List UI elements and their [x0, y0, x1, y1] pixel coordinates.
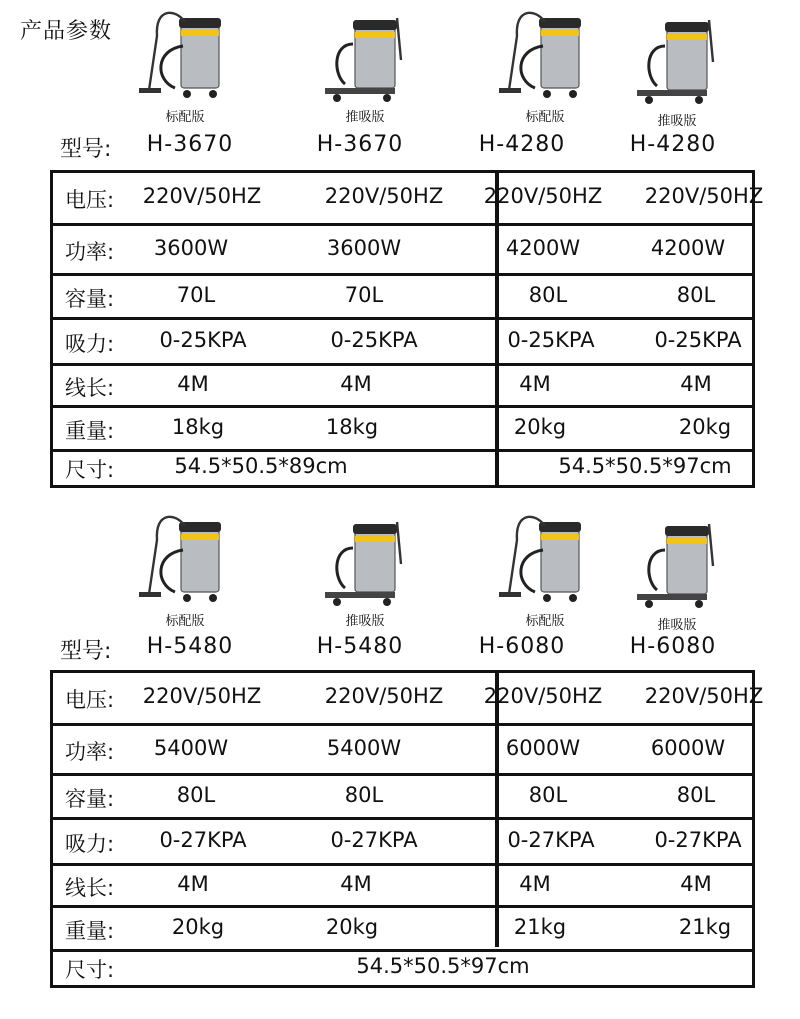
spec-value: 4M	[519, 372, 551, 396]
spec-value: 220V/50HZ	[324, 184, 444, 208]
model-number: H-4280	[629, 132, 717, 157]
spec-value: 20kg	[325, 915, 379, 939]
spec-value: 80L	[676, 783, 716, 807]
spec-row-cable-length	[53, 866, 752, 908]
spec-value: 4M	[340, 372, 372, 396]
product-4	[622, 12, 732, 130]
spec-row-power	[53, 726, 752, 776]
spec-row-voltage	[53, 173, 764, 226]
spec-value: 5400W	[326, 736, 402, 760]
spec-value: 0-27KPA	[507, 828, 595, 852]
spec-value: 220V/50HZ	[483, 184, 603, 208]
spec-label: 尺寸:	[65, 958, 115, 982]
spec-value: 80L	[528, 783, 568, 807]
spec-value: 4M	[177, 872, 209, 896]
vacuum-cleaner-push-icon	[627, 12, 727, 110]
model-number: H-5480	[316, 634, 404, 659]
spec-value: 70L	[176, 283, 216, 307]
spec-value: 0-27KPA	[159, 828, 247, 852]
spec-value: 20kg	[678, 415, 732, 439]
spec-value: 6000W	[650, 736, 726, 760]
spec-value: 220V/50HZ	[644, 184, 764, 208]
product-2	[310, 514, 420, 632]
spec-label: 容量:	[65, 787, 115, 811]
spec-value: 220V/50HZ	[142, 184, 262, 208]
vacuum-cleaner-icon	[495, 6, 595, 104]
product-1	[130, 6, 240, 124]
spec-value: 4M	[340, 872, 372, 896]
spec-value: 0-27KPA	[330, 828, 418, 852]
spec-value: 220V/50HZ	[142, 684, 262, 708]
version-tag: 推吸版	[657, 618, 697, 633]
spec-value: 4200W	[505, 236, 581, 260]
spec-value: 20kg	[513, 415, 567, 439]
spec-label: 线长:	[65, 876, 115, 900]
spec-value: 0-25KPA	[159, 328, 247, 352]
spec-block-2	[0, 504, 800, 1004]
spec-value: 6000W	[505, 736, 581, 760]
vacuum-cleaner-icon	[135, 510, 235, 608]
spec-table	[50, 170, 764, 488]
spec-row-suction	[53, 820, 752, 866]
version-tag: 标配版	[165, 614, 205, 629]
spec-value: 80L	[344, 783, 384, 807]
model-number: H-6080	[478, 634, 566, 659]
version-tag: 推吸版	[345, 110, 385, 125]
product-2	[310, 10, 420, 128]
spec-value: 4M	[680, 872, 712, 896]
version-tag: 标配版	[165, 110, 205, 125]
spec-row-suction	[53, 320, 752, 366]
product-3	[490, 6, 600, 124]
spec-label: 吸力:	[65, 832, 115, 856]
spec-label: 重量:	[65, 419, 115, 443]
spec-value: 4M	[519, 872, 551, 896]
spec-value: 4200W	[650, 236, 726, 260]
spec-value: 220V/50HZ	[644, 684, 764, 708]
spec-value: 0-25KPA	[507, 328, 595, 352]
model-label: 型号:	[60, 639, 112, 664]
spec-row-weight	[53, 908, 752, 952]
spec-value: 80L	[676, 283, 716, 307]
version-tag: 推吸版	[345, 614, 385, 629]
spec-row-voltage	[53, 673, 764, 726]
spec-value: 4M	[680, 372, 712, 396]
version-tag: 标配版	[525, 110, 565, 125]
spec-label: 容量:	[65, 287, 115, 311]
spec-label: 尺寸:	[65, 458, 115, 482]
spec-table	[50, 670, 764, 988]
spec-value: 0-25KPA	[330, 328, 418, 352]
spec-value: 18kg	[325, 415, 379, 439]
model-number: H-3670	[316, 132, 404, 157]
product-1	[130, 510, 240, 628]
vacuum-cleaner-icon	[495, 510, 595, 608]
spec-value: 4M	[177, 372, 209, 396]
spec-value: 80L	[176, 783, 216, 807]
spec-row-capacity	[53, 776, 752, 820]
page-title: 产品参数	[20, 19, 113, 44]
spec-value: 3600W	[326, 236, 402, 260]
spec-value: 3600W	[153, 236, 229, 260]
spec-block-1	[0, 0, 800, 500]
vacuum-cleaner-push-icon	[627, 516, 727, 614]
spec-value: 0-25KPA	[654, 328, 742, 352]
spec-label: 重量:	[65, 919, 115, 943]
spec-value: 18kg	[171, 415, 225, 439]
product-4	[622, 516, 732, 634]
spec-label: 线长:	[65, 376, 115, 400]
spec-row-size	[53, 452, 752, 485]
spec-row-power	[53, 226, 752, 276]
spec-value: 5400W	[153, 736, 229, 760]
spec-label: 功率:	[65, 240, 115, 264]
spec-value: 20kg	[171, 915, 225, 939]
spec-value: 21kg	[678, 915, 732, 939]
spec-row-size	[53, 952, 752, 985]
spec-label: 电压:	[65, 188, 115, 212]
model-number: H-5480	[146, 634, 234, 659]
product-3	[490, 510, 600, 628]
spec-value: 80L	[528, 283, 568, 307]
spec-label: 吸力:	[65, 332, 115, 356]
spec-value: 54.5*50.5*89cm	[174, 454, 348, 478]
vacuum-cleaner-push-icon	[315, 514, 415, 612]
spec-value: 54.5*50.5*97cm	[558, 454, 732, 478]
spec-row-weight	[53, 408, 752, 452]
spec-value: 0-27KPA	[654, 828, 742, 852]
spec-value: 54.5*50.5*97cm	[356, 954, 530, 978]
version-tag: 推吸版	[657, 114, 697, 129]
spec-value: 220V/50HZ	[324, 684, 444, 708]
version-tag: 标配版	[525, 614, 565, 629]
spec-label: 功率:	[65, 740, 115, 764]
model-number: H-3670	[146, 132, 234, 157]
spec-value: 220V/50HZ	[483, 684, 603, 708]
vacuum-cleaner-icon	[135, 6, 235, 104]
spec-value: 21kg	[513, 915, 567, 939]
spec-label: 电压:	[65, 688, 115, 712]
spec-value: 70L	[344, 283, 384, 307]
model-label: 型号:	[60, 137, 112, 162]
vacuum-cleaner-push-icon	[315, 10, 415, 108]
spec-row-cable-length	[53, 366, 752, 408]
spec-row-capacity	[53, 276, 752, 320]
model-number: H-6080	[629, 634, 717, 659]
model-number: H-4280	[478, 132, 566, 157]
